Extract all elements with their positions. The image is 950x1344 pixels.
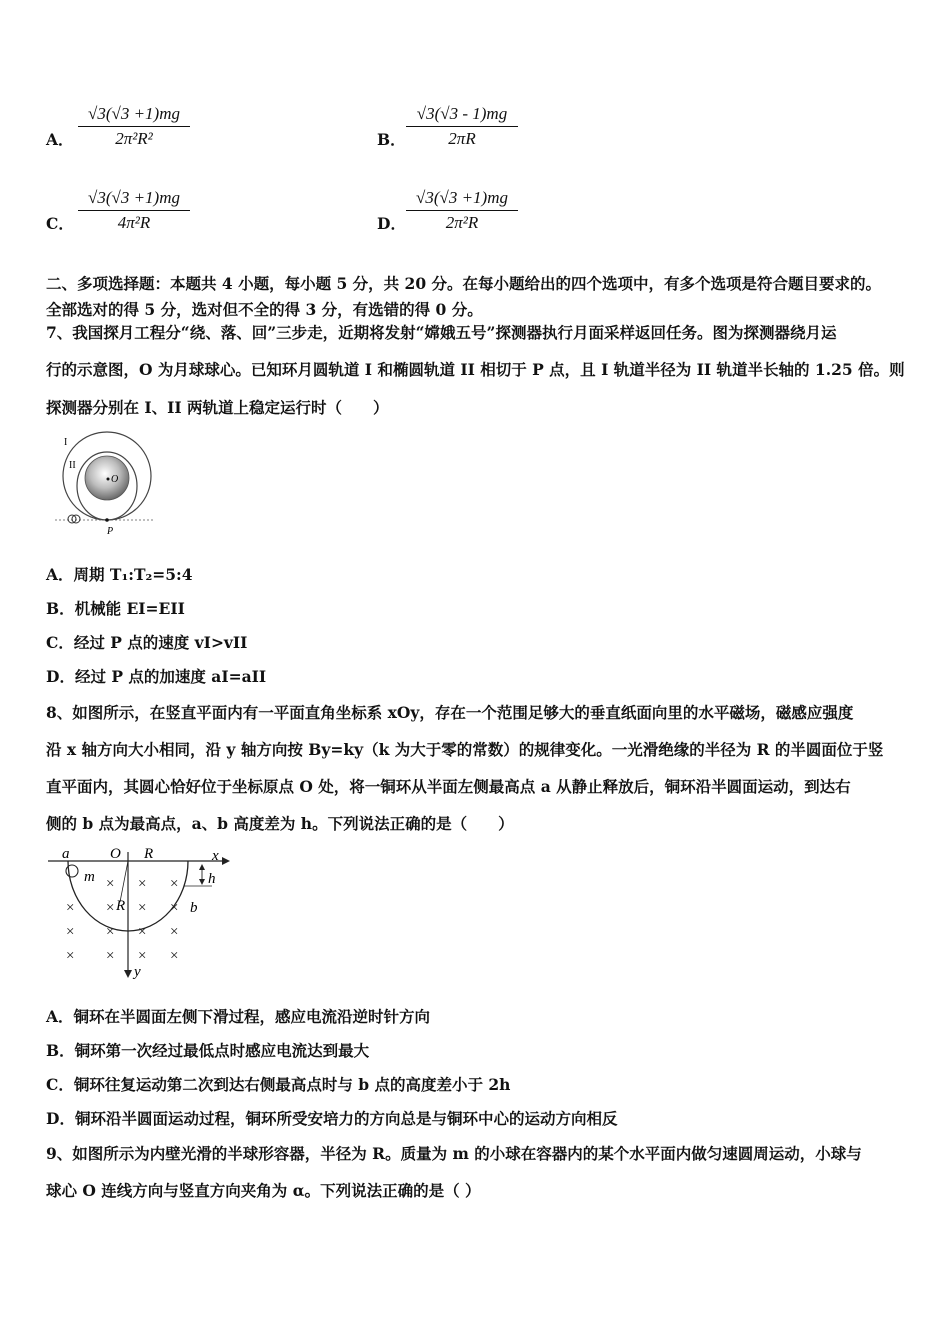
svg-text:×: × xyxy=(138,948,147,964)
option-b-denominator: 2πR xyxy=(448,129,476,148)
option-a-denominator: 2π²R² xyxy=(115,129,153,148)
q7-stem-line1: 7、我国探月工程分“绕、落、回”三步走，近期将发射“嫦娥五号”探测器执行月面采样返回任务。图为探测器绕月运 xyxy=(46,323,837,342)
option-c-label: C． xyxy=(46,214,74,233)
q7-option-d: D．经过 P 点的加速度 aI=aII xyxy=(46,667,267,686)
fig-label-o: O xyxy=(111,474,119,485)
svg-text:×: × xyxy=(66,948,75,964)
q8-option-a: A．铜环在半圆面左侧下滑过程，感应电流沿逆时针方向 xyxy=(46,1007,431,1026)
y-axis-arrow xyxy=(124,970,132,978)
q8-stem-line3: 直平面内，其圆心恰好位于坐标原点 O 处，将一铜环从半面左侧最高点 a 从静止释放后，铜环沿半圆面运动，到达右 xyxy=(46,777,851,796)
q8-stem-line2: 沿 x 轴方向大小相同，沿 y 轴方向按 By=ky（k 为大于零的常数）的规律变化。一光滑绝缘的半径为 R 的半圆面位于竖 xyxy=(46,740,884,759)
svg-text:×: × xyxy=(106,900,115,916)
option-c-numerator: √3(√3 +1)mg xyxy=(78,188,190,211)
q7-option-a: A．周期 T₁:T₂=5:4 xyxy=(46,565,193,584)
svg-text:×: × xyxy=(170,924,179,940)
point-p-dot xyxy=(105,518,109,522)
option-b-label: B． xyxy=(377,130,406,149)
probe-icon xyxy=(68,515,80,523)
svg-text:×: × xyxy=(170,900,179,916)
q9-stem-line2: 球心 O 连线方向与竖直方向夹角为 α。下列说法正确的是（ ） xyxy=(46,1181,481,1200)
option-d-numerator: √3(√3 +1)mg xyxy=(406,188,518,211)
option-b-numerator: √3(√3 - 1)mg xyxy=(406,104,518,127)
fig-label-h: h xyxy=(208,871,216,887)
option-c-fraction xyxy=(78,188,190,233)
option-d-label: D． xyxy=(377,214,406,233)
q8-stem-line1: 8、如图所示，在竖直平面内有一平面直角坐标系 xOy，存在一个范围足够大的垂直纸面向里的水平磁场，磁感应强度 xyxy=(46,703,854,722)
q8-option-d: D．铜环沿半圆面运动过程，铜环所受安培力的方向总是与铜环中心的运动方向相反 xyxy=(46,1109,618,1128)
fig-label-r: R xyxy=(116,898,126,914)
fig-label-o: O xyxy=(110,846,121,862)
q7-stem-line2: 行的示意图，O 为月球球心。已知环月圆轨道 I 和椭圆轨道 II 相切于 P 点，且 I 轨道半径为 II 轨道半长轴的 1.25 倍。则 xyxy=(46,360,905,379)
section2-heading-line2: 全部选对的得 5 分，选对但不全的得 3 分，有选错的得 0 分。 xyxy=(46,300,483,319)
fig-label-m: m xyxy=(84,869,95,885)
svg-text:×: × xyxy=(170,948,179,964)
fig-label-ii: II xyxy=(69,460,76,471)
q9-stem-line1: 9、如图所示为内壁光滑的半球形容器，半径为 R。质量为 m 的小球在容器内的某个水平面内做匀速圆周运动，小球与 xyxy=(46,1144,862,1163)
svg-text:×: × xyxy=(106,948,115,964)
svg-text:×: × xyxy=(66,924,75,940)
x-axis-arrow xyxy=(222,857,230,865)
fig-label-i: I xyxy=(64,437,68,448)
q7-option-c: C．经过 P 点的速度 vI>vII xyxy=(46,633,248,652)
q7-stem-line3: 探测器分别在 I、II 两轨道上稳定运行时（ ） xyxy=(46,398,389,417)
center-o-dot xyxy=(107,478,110,481)
option-a-fraction xyxy=(78,104,190,149)
svg-text:×: × xyxy=(66,900,75,916)
q8-stem-line4: 侧的 b 点为最高点，a、b 高度差为 h。下列说法正确的是（ ） xyxy=(46,814,514,833)
svg-text:×: × xyxy=(138,876,147,892)
svg-text:×: × xyxy=(170,876,179,892)
h-arrow-up xyxy=(199,864,205,870)
q8-option-b: B．铜环第一次经过最低点时感应电流达到最大 xyxy=(46,1041,370,1060)
h-arrow-down xyxy=(199,879,205,885)
option-d-denominator: 2π²R xyxy=(445,213,479,232)
fig-label-b: b xyxy=(190,900,198,916)
q7-option-b: B．机械能 EI=EII xyxy=(46,599,185,618)
fig-label-a: a xyxy=(62,846,70,862)
option-b-fraction xyxy=(406,104,518,149)
svg-text:×: × xyxy=(138,924,147,940)
svg-text:×: × xyxy=(106,876,115,892)
option-c-denominator: 4π²R xyxy=(117,213,151,232)
radius-line xyxy=(120,861,128,902)
svg-text:×: × xyxy=(106,924,115,940)
option-d-fraction xyxy=(406,188,518,233)
fig-label-p: P xyxy=(107,526,114,537)
q8-field-figure xyxy=(44,842,244,984)
copper-ring xyxy=(66,865,78,877)
svg-text:×: × xyxy=(138,900,147,916)
fig-label-r-top: R xyxy=(144,846,154,862)
q8-option-c: C．铜环往复运动第二次到达右侧最高点时与 b 点的高度差小于 2h xyxy=(46,1075,511,1094)
q7-orbit-figure xyxy=(55,428,165,540)
fig-label-y: y xyxy=(134,964,141,980)
option-a-numerator: √3(√3 +1)mg xyxy=(78,104,190,127)
option-a-label: A． xyxy=(46,130,74,149)
section2-heading-line1: 二、多项选择题：本题共 4 小题，每小题 5 分，共 20 分。在每小题给出的四个选项中，有多个选项是符合题目要求的。 xyxy=(46,274,882,293)
fig-label-x: x xyxy=(212,848,219,864)
